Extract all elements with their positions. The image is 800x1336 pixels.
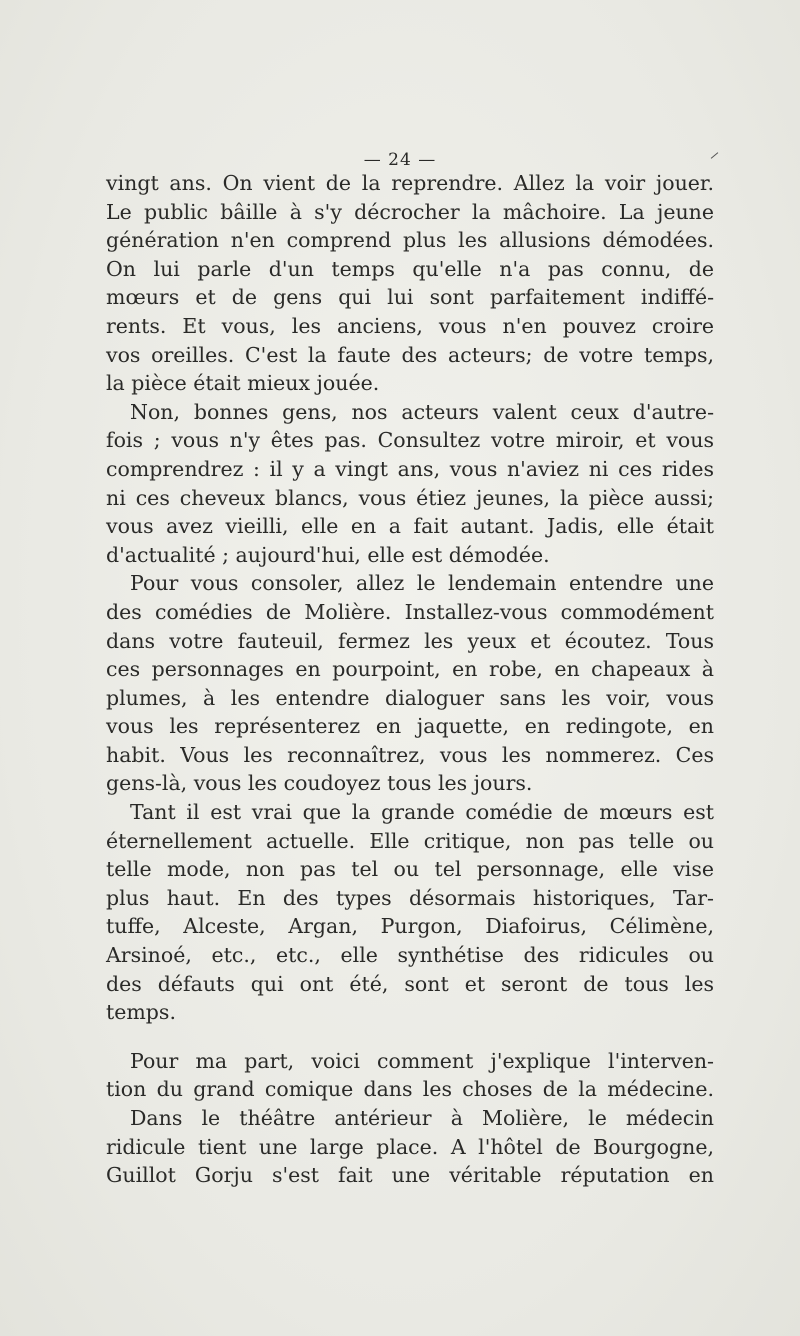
text-line: fois ; vous n'y êtes pas. Consultez votre miroir, et vous: [106, 428, 714, 453]
text-line: Pour vous consoler, allez le lendemain entendre une: [130, 571, 714, 596]
text-line: tuffe, Alceste, Argan, Purgon, Diafoirus, Célimène,: [106, 914, 714, 939]
text-line: ni ces cheveux blancs, vous étiez jeunes, la pièce aussi;: [106, 485, 714, 510]
text-line: Le public bâille à s'y décrocher la mâchoire. La jeune: [106, 199, 714, 224]
text-line: dans votre fauteuil, fermez les yeux et écoutez. Tous: [106, 628, 714, 653]
text-line: Tant il est vrai que la grande comédie de mœurs est: [130, 800, 714, 825]
text-line: vous les représenterez en jaquette, en redingote, en: [106, 714, 714, 739]
text-line: On lui parle d'un temps qu'elle n'a pas connu, de: [106, 256, 714, 281]
text-line: vous avez vieilli, elle en a fait autant. Jadis, elle était: [106, 514, 714, 539]
text-line: rents. Et vous, les anciens, vous n'en pouvez croire: [106, 313, 714, 338]
text-block-main: [106, 169, 714, 1027]
text-line: la pièce était mieux jouée.: [106, 371, 380, 396]
text-line: temps.: [106, 1000, 176, 1025]
text-line: Pour ma part, voici comment j'explique l'interven-: [130, 1048, 714, 1073]
text-line: tion du grand comique dans les choses de la médecine.: [106, 1077, 714, 1102]
text-line: Guillot Gorju s'est fait une véritable réputation en: [106, 1163, 714, 1188]
text-line: éternellement actuelle. Elle critique, non pas telle ou: [106, 828, 714, 853]
text-line: ridicule tient une large place. A l'hôtel de Bourgogne,: [106, 1134, 714, 1159]
text-block-final: [106, 1047, 714, 1190]
text-line: plumes, à les entendre dialoguer sans les voir, vous: [106, 685, 714, 710]
text-line: des défauts qui ont été, sont et seront de tous les: [106, 971, 714, 996]
text-line: génération n'en comprend plus les allusions démodées.: [106, 228, 714, 253]
text-line: comprendrez : il y a vingt ans, vous n'aviez ni ces rides: [106, 456, 714, 481]
text-line: Dans le théâtre antérieur à Molière, le médecin: [130, 1106, 714, 1130]
text-line: habit. Vous les reconnaîtrez, vous les nommerez. Ces: [106, 742, 714, 767]
text-line: plus haut. En des types désormais historiques, Tar-: [106, 885, 714, 910]
text-line: d'actualité ; aujourd'hui, elle est démodée.: [106, 542, 550, 567]
text-line: vos oreilles. C'est la faute des acteurs; de votre temps,: [106, 342, 714, 367]
text-line: vingt ans. On vient de la reprendre. Allez la voir jouer.: [106, 171, 714, 195]
text-line: Non, bonnes gens, nos acteurs valent ceux d'autre-: [130, 399, 714, 424]
text-line: gens-là, vous les coudoyez tous les jours.: [106, 771, 533, 796]
paragraph-gap: [106, 1027, 714, 1047]
text-line: des comédies de Molière. Installez-vous commodément: [106, 599, 714, 624]
body-text: [106, 169, 714, 1190]
text-line: telle mode, non pas tel ou tel personnage, elle vise: [106, 857, 714, 882]
text-line: Arsinoé, etc., etc., elle synthétise des ridicules ou: [106, 943, 714, 968]
page-number: — 24 —: [363, 150, 437, 170]
text-line: ces personnages en pourpoint, en robe, en chapeaux à: [106, 657, 714, 682]
text-line: mœurs et de gens qui lui sont parfaitement indiffé-: [106, 285, 714, 310]
